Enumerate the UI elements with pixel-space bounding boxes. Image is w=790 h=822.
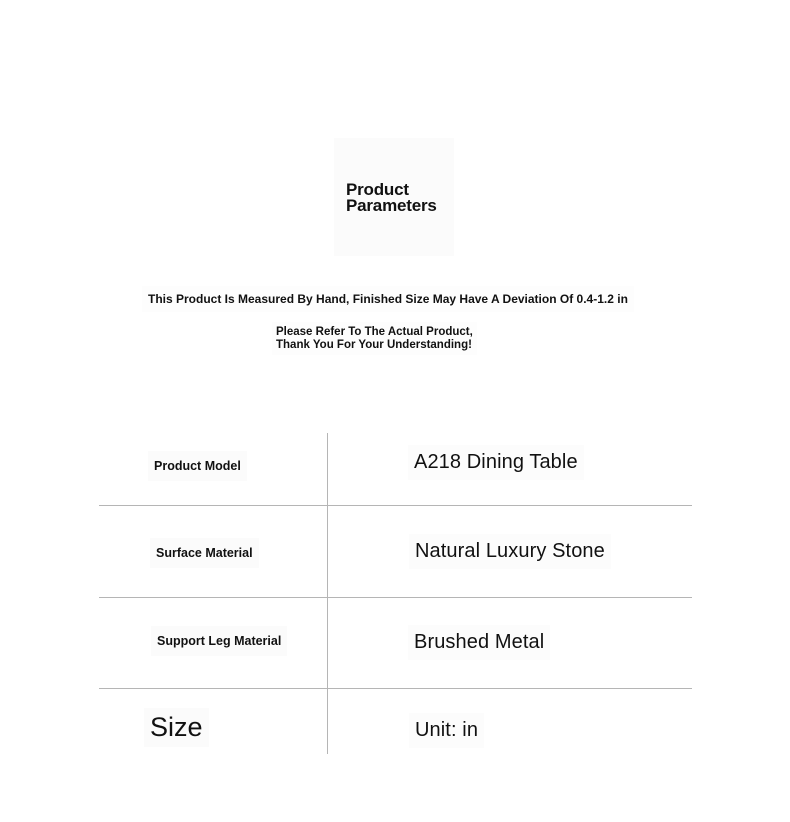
spec-label-size: Size	[144, 708, 209, 747]
spec-value-product-model: A218 Dining Table	[408, 445, 584, 480]
spec-label-leg-material: Support Leg Material	[151, 626, 287, 656]
table-column-divider	[327, 433, 328, 754]
spec-label-product-model: Product Model	[148, 451, 247, 481]
page-title	[346, 182, 437, 213]
page-title-line-1: Product	[346, 180, 409, 199]
spec-label-surface-material: Surface Material	[150, 538, 259, 568]
table-row-divider	[99, 505, 692, 506]
refer-notice-line-2: Thank You For Your Understanding!	[276, 338, 472, 351]
spec-value-surface-material: Natural Luxury Stone	[409, 534, 611, 569]
table-row-divider	[99, 688, 692, 689]
spec-value-leg-material: Brushed Metal	[408, 625, 550, 660]
table-row-divider	[99, 597, 692, 598]
spec-value-size-unit: Unit: in	[409, 713, 484, 748]
refer-notice-line-1: Please Refer To The Actual Product,	[276, 326, 473, 338]
refer-notice	[272, 322, 477, 355]
page-title-line-2: Parameters	[346, 195, 437, 215]
measurement-notice: This Product Is Measured By Hand, Finished Size May Have A Deviation Of 0.4-1.2 in	[142, 286, 634, 312]
